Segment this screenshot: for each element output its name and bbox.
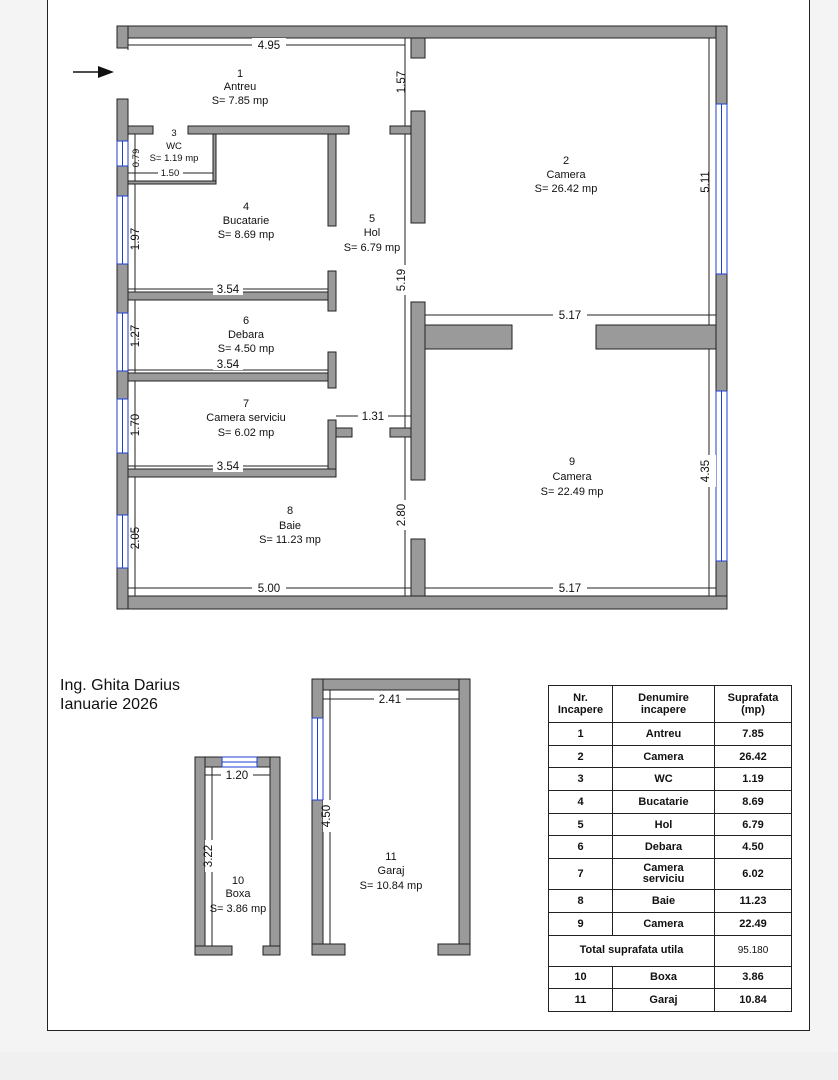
- wall-top-left-stub: [117, 26, 128, 48]
- dim-wc-width: 1.50: [160, 168, 180, 179]
- cell-area: 3.86: [715, 966, 792, 989]
- wall-hol-stub-bottom: [390, 428, 411, 437]
- dim-bucatarie-width: 3.54: [216, 284, 240, 296]
- dim-camera2-right: 5.11: [700, 171, 712, 193]
- room-1-nr: 1: [236, 68, 244, 80]
- wall-wc-top-left: [128, 126, 153, 134]
- header-area: Suprafata (mp): [715, 686, 792, 723]
- dim-hol-width: 1.31: [361, 411, 385, 423]
- room-10-nr: 10: [231, 875, 245, 887]
- boxa-wall-bottom-left: [195, 946, 232, 955]
- wall-hol-camera9: [411, 302, 425, 480]
- room-7-area: S= 6.02 mp: [217, 427, 275, 439]
- boxa-plan: [195, 757, 280, 955]
- table-row: [549, 859, 792, 890]
- room-2-nr: 2: [562, 155, 570, 167]
- room-5-area: S= 6.79 mp: [343, 242, 401, 254]
- wall-camera-divider-left: [425, 325, 512, 349]
- room-10-name: Boxa: [225, 888, 251, 900]
- cell-name: Antreu: [613, 723, 715, 746]
- dim-serviciu-height: 1.70: [130, 413, 142, 437]
- wall-bottom: [117, 596, 727, 609]
- room-4-area: S= 8.69 mp: [217, 229, 275, 241]
- dim-wc-height: 0.79: [131, 148, 142, 168]
- room-4-nr: 4: [242, 201, 250, 213]
- cell-area: 8.69: [715, 791, 792, 814]
- cell-name: Boxa: [613, 966, 715, 989]
- boxa-wall-right: [270, 757, 280, 955]
- cell-area: 4.50: [715, 836, 792, 859]
- cell-name: Debara: [613, 836, 715, 859]
- cell-area: 10.84: [715, 989, 792, 1012]
- dim-debara-width: 3.54: [216, 359, 240, 371]
- cell-area: 7.85: [715, 723, 792, 746]
- wall-hol-camera2: [411, 111, 425, 223]
- wall-serviciu-right: [328, 420, 336, 477]
- wall-partition-stub: [411, 38, 425, 58]
- room-5-nr: 5: [368, 213, 376, 225]
- dim-baie-height: 2.05: [130, 526, 142, 550]
- table-row: [549, 912, 792, 935]
- cell-nr: 4: [549, 791, 613, 814]
- dim-bucatarie-height: 1.97: [130, 227, 142, 251]
- table-row: [549, 836, 792, 859]
- dim-top-left: 4.95: [257, 40, 281, 52]
- room-11-area: S= 10.84 mp: [359, 880, 423, 892]
- cell-nr: 2: [549, 745, 613, 768]
- room-10-area: S= 3.86 mp: [209, 903, 267, 915]
- table-row: [549, 723, 792, 746]
- room-8-nr: 8: [286, 505, 294, 517]
- dim-camera9-right: 4.35: [700, 459, 712, 483]
- cell-area: 22.49: [715, 912, 792, 935]
- cell-area: 1.19: [715, 768, 792, 791]
- room-3-area: S= 1.19 mp: [149, 153, 199, 164]
- dim-bottom-left: 5.00: [257, 583, 281, 595]
- room-1-name: Antreu: [223, 81, 257, 93]
- wall-wc-right: [213, 134, 216, 184]
- dim-hol-height: 5.19: [396, 268, 408, 292]
- room-3-name: WC: [166, 141, 182, 152]
- garaj-wall-bottom-right: [438, 944, 470, 955]
- cell-name: Bucatarie: [613, 791, 715, 814]
- wall-camera-divider-right: [596, 325, 716, 349]
- room-9-nr: 9: [568, 456, 576, 468]
- area-table: [548, 685, 792, 1012]
- table-row: [549, 813, 792, 836]
- garaj-plan: [312, 679, 470, 955]
- room-1-area: S= 7.85 mp: [211, 95, 269, 107]
- table-row: [549, 989, 792, 1012]
- engineer-name: Ing. Ghita Darius: [60, 677, 181, 694]
- cell-nr: 11: [549, 989, 613, 1012]
- cell-area: 6.02: [715, 859, 792, 890]
- room-6-name: Debara: [227, 329, 265, 341]
- room-7-name: Camera serviciu: [206, 412, 286, 424]
- header-nr: Nr. Incapere: [549, 686, 613, 723]
- cell-nr: 5: [549, 813, 613, 836]
- wall-bucatarie-right: [328, 134, 336, 226]
- wall-top: [117, 26, 727, 38]
- entrance-arrow-icon: [73, 66, 114, 78]
- total-label: Total suprafata utila: [549, 935, 715, 966]
- dim-bottom-right: 5.17: [558, 583, 582, 595]
- garaj-wall-right: [459, 679, 470, 955]
- table-row: [549, 768, 792, 791]
- dim-boxa-height: 3.22: [203, 844, 215, 868]
- garaj-wall-bottom-left: [312, 944, 345, 955]
- cell-nr: 6: [549, 836, 613, 859]
- cell-nr: 8: [549, 890, 613, 913]
- wall-serviciu-stub: [336, 428, 352, 437]
- garaj-wall-top: [312, 679, 470, 690]
- room-11-nr: 11: [385, 851, 397, 863]
- cell-area: 11.23: [715, 890, 792, 913]
- room-6-nr: 6: [242, 315, 250, 327]
- cell-name: Camera: [613, 745, 715, 768]
- wall-bucatarie-top: [188, 126, 349, 134]
- room-9-name: Camera: [552, 471, 592, 483]
- cell-name: Hol: [613, 813, 715, 836]
- wall-wc-bottom: [128, 181, 216, 184]
- table-row: [549, 745, 792, 768]
- cell-name: Camera serviciu: [613, 859, 715, 890]
- dim-baie-door: 2.80: [396, 503, 408, 527]
- cell-name: Camera: [613, 912, 715, 935]
- dim-serviciu-width: 3.54: [216, 461, 240, 473]
- cell-nr: 10: [549, 966, 613, 989]
- room-4-name: Bucatarie: [222, 215, 270, 227]
- cell-nr: 7: [549, 859, 613, 890]
- cell-area: 6.79: [715, 813, 792, 836]
- dim-hol-top: 1.57: [396, 70, 408, 94]
- table-row: [549, 791, 792, 814]
- room-8-area: S= 11.23 mp: [259, 534, 321, 546]
- table-row: [549, 966, 792, 989]
- apartment-walls: [117, 26, 727, 609]
- table-header-row: [549, 686, 792, 723]
- room-6-area: S= 4.50 mp: [217, 343, 275, 355]
- wall-baie-camera9: [411, 539, 425, 596]
- drawing-date: Ianuarie 2026: [60, 696, 158, 713]
- table-total-row: [549, 935, 792, 966]
- cell-nr: 1: [549, 723, 613, 746]
- boxa-wall-bottom-right: [263, 946, 280, 955]
- wall-debara-right-top: [328, 271, 336, 311]
- room-9-area: S= 22.49 mp: [540, 486, 604, 498]
- wall-debara-bottom: [128, 373, 336, 381]
- room-8-name: Baie: [278, 520, 302, 532]
- dim-camera9-width-top: 5.17: [558, 310, 582, 322]
- cell-nr: 3: [549, 768, 613, 791]
- room-7-nr: 7: [242, 398, 250, 410]
- cell-area: 26.42: [715, 745, 792, 768]
- total-value: 95.180: [715, 935, 792, 966]
- dim-boxa-width: 1.20: [225, 770, 249, 782]
- room-2-name: Camera: [546, 169, 586, 181]
- table-row: [549, 890, 792, 913]
- wall-hol-stub-top: [390, 126, 411, 134]
- room-2-area: S= 26.42 mp: [534, 183, 598, 195]
- dim-debara-height: 1.27: [130, 324, 142, 348]
- cell-name: Garaj: [613, 989, 715, 1012]
- cell-name: Baie: [613, 890, 715, 913]
- dim-garaj-width: 2.41: [378, 694, 402, 706]
- room-5-name: Hol: [363, 227, 381, 239]
- dim-garaj-height: 4.50: [321, 804, 333, 828]
- header-name: Denumire incapere: [613, 686, 715, 723]
- cell-name: WC: [613, 768, 715, 791]
- room-3-nr: 3: [171, 128, 177, 139]
- cell-nr: 9: [549, 912, 613, 935]
- wall-debara-right-bottom: [328, 352, 336, 388]
- room-11-name: Garaj: [377, 865, 405, 877]
